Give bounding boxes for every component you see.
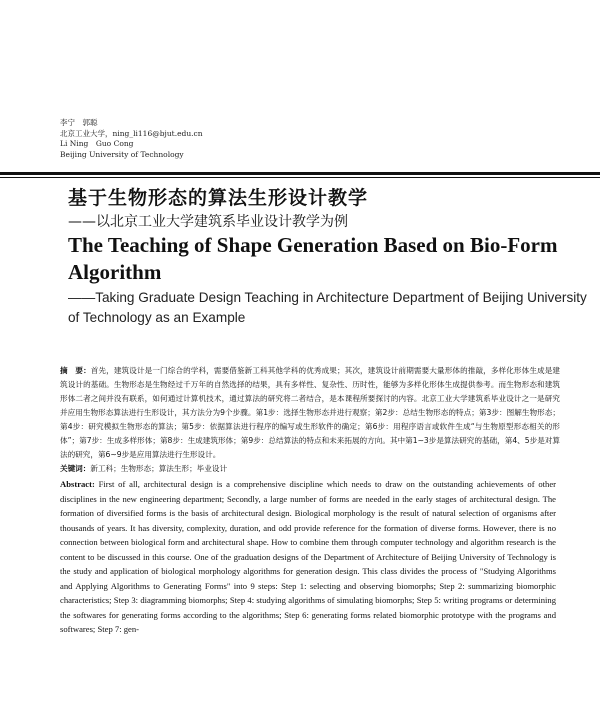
title-zh: 基于生物形态的算法生形设计教学 xyxy=(68,187,369,209)
author-names-en: Li Ning Guo Cong xyxy=(60,139,134,148)
author-affiliation-zh: 北京工业大学，ning_li116@bjut.edu.cn xyxy=(60,128,203,138)
author-block xyxy=(60,118,203,160)
abstract-zh-label: 摘 要： xyxy=(60,366,91,375)
title-en: The Teaching of Shape Generation Based on Bio-Form Algorithm xyxy=(68,233,558,284)
keywords-zh-label: 关键词： xyxy=(60,464,91,473)
subtitle-zh: ——以北京工业大学建筑系毕业设计教学为例 xyxy=(68,214,348,230)
abstract-en xyxy=(60,477,556,637)
subtitle-en: ——Taking Graduate Design Teaching in Architecture Department of Beijing University of Technology as an Example xyxy=(68,290,587,325)
author-affiliation-en: Beijing University of Technology xyxy=(60,149,184,159)
abstract-en-text: First of all, architectural design is a comprehensive discipline which needs to draw on the outstanding achievements of other disciplines in the new engineering department; Secondly, a large number of forms are needed in the early stages of architectural design. The formation of diversified forms is the basis of architectural design. Biological morphology is the result of natural selection of organisms after thousands of years. It has diversity, complexity, duration, and odd provide reference for the formation of diverse forms. However, there is no connection between biological form and architectural shape. How to combine them through computer technology and algorithm research is the content to be discussed in this course. One of the graduation designs of the Department of Architecture of Beijing University of Technology is the study and application of biological morphology algorithms for generation design. This class divides the process of "Studying Algorithms and Applying Algorithms to Generating Forms" into 9 steps: Step 1: selecting and observing biomorphs; Step 2: summarizing biomorphic characteristics; Step 3: diagramming biomorphs; Step 4: studying algorithms of simulating biomorphs; Step 5: writing programs or determining the softwares for generating forms according to the algorithms; Step 6: generating forms related biomorphic prototype with the programs and softwares; Step 7: gen- xyxy=(60,479,556,634)
header-rule-thick xyxy=(0,172,600,175)
abstract-en-label: Abstract: xyxy=(60,479,95,489)
abstract-zh-text: 首先，建筑设计是一门综合的学科，需要借鉴新工科其他学科的优秀成果；其次，建筑设计前期需要大量形体的推敲，多样化形体生成是建筑设计的基础。生物形态是生物经过千万年的自然选择的结果，具有多样性、复杂性、历时性，能够为多样化形体生成提供参考。而生物形态和建筑形体二者之间并没有联系，如何通过计算机技术，通过算法的研究将二者结合，是本课程所要探讨的内容。北京工业大学建筑系毕业设计之一是研究并应用生物形态算法进行生形设计，其方法分为9个步骤。第1步：选择生物形态并进行观察；第2步：总结生物形态的特点；第3步：图解生物形态；第4步：研究模拟生物形态的算法；第5步：依据算法进行程序的编写或生形软件的确定；第6步：用程序语言或软件生成“与生物原型形态相关的形体”；第7步：生成多样形体；第8步：生成建筑形体；第9步：总结算法的特点和未来拓展的方向。其中第1~3步是算法研究的基础，第4、5步是对算法的研究，第6~9步是应用算法进行生形设计。 xyxy=(60,366,560,459)
keywords-zh xyxy=(60,463,227,474)
header-rule-thin xyxy=(0,177,600,178)
author-names-zh: 李宁 郭聪 xyxy=(60,118,98,127)
abstract-zh xyxy=(60,364,560,462)
keywords-zh-text: 新工科；生物形态；算法生形；毕业设计 xyxy=(90,464,228,473)
